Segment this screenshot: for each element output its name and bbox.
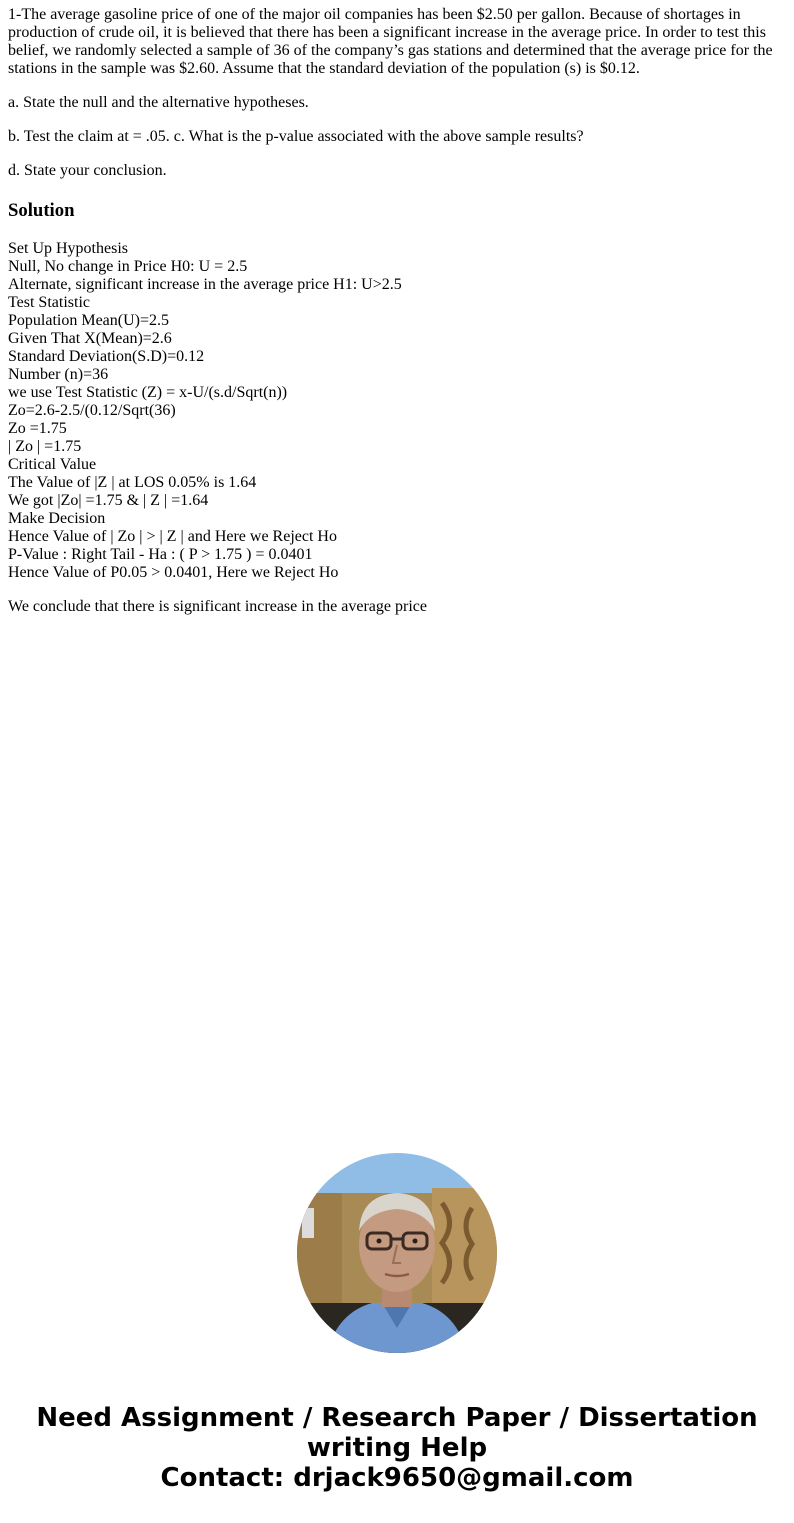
solution-steps	[8, 240, 786, 582]
solution-line: The Value of |Z | at LOS 0.05% is 1.64	[8, 474, 257, 491]
solution-line: We got |Zo| =1.75 & | Z | =1.64	[8, 492, 209, 509]
solution-line: Zo =1.75	[8, 420, 67, 437]
document-body	[0, 0, 794, 616]
solution-line: P-Value : Right Tail - Ha : ( P > 1.75 ) = 0.0401	[8, 546, 313, 563]
banner-line-1: Need Assignment / Research Paper / Dissertation	[36, 1403, 758, 1433]
question-part-a: a. State the null and the alternative hypotheses.	[8, 94, 309, 111]
solution-line: Alternate, significant increase in the average price H1: U>2.5	[8, 276, 402, 293]
solution-line: Hence Value of | Zo | > | Z | and Here we Reject Ho	[8, 528, 337, 545]
solution-line: Hence Value of P0.05 > 0.0401, Here we Reject Ho	[8, 564, 339, 581]
solution-line: Set Up Hypothesis	[8, 240, 128, 257]
question-part-d: d. State your conclusion.	[8, 162, 167, 179]
question-part-bc: b. Test the claim at = .05. c. What is the p-value associated with the above sample results?	[8, 128, 584, 145]
solution-line: Critical Value	[8, 456, 97, 473]
solution-line: Test Statistic	[8, 294, 90, 311]
solution-line: Null, No change in Price H0: U = 2.5	[8, 258, 248, 275]
solution-line: we use Test Statistic (Z) = x-U/(s.d/Sqrt(n))	[8, 384, 288, 401]
solution-line: Zo=2.6-2.5/(0.12/Sqrt(36)	[8, 402, 176, 419]
avatar	[297, 1153, 497, 1353]
avatar-portrait-image	[297, 1153, 497, 1353]
solution-line: Given That X(Mean)=2.6	[8, 330, 172, 347]
question-intro: 1-The average gasoline price of one of the major oil companies has been $2.50 per gallon. Because of shortages in production of crude oil, it is believed that there has been a significant increase in the average price. In order to test this belief, we randomly selected a sample of 36 of the company’s gas stations and determined that the average price for the stations in the sample was $2.60. Assume that the standard deviation of the population (s) is $0.12.	[8, 6, 773, 77]
solution-line: | Zo | =1.75	[8, 438, 82, 455]
solution-line: Number (n)=36	[8, 366, 109, 383]
solution-heading: Solution	[8, 200, 75, 221]
solution-line: Population Mean(U)=2.5	[8, 312, 169, 329]
solution-line: Make Decision	[8, 510, 106, 527]
banner-line-2: writing Help	[306, 1433, 488, 1463]
solution-conclusion: We conclude that there is significant increase in the average price	[8, 598, 427, 615]
promo-banner	[0, 1403, 794, 1493]
banner-contact: Contact: drjack9650@gmail.com	[160, 1463, 634, 1493]
solution-line: Standard Deviation(S.D)=0.12	[8, 348, 205, 365]
